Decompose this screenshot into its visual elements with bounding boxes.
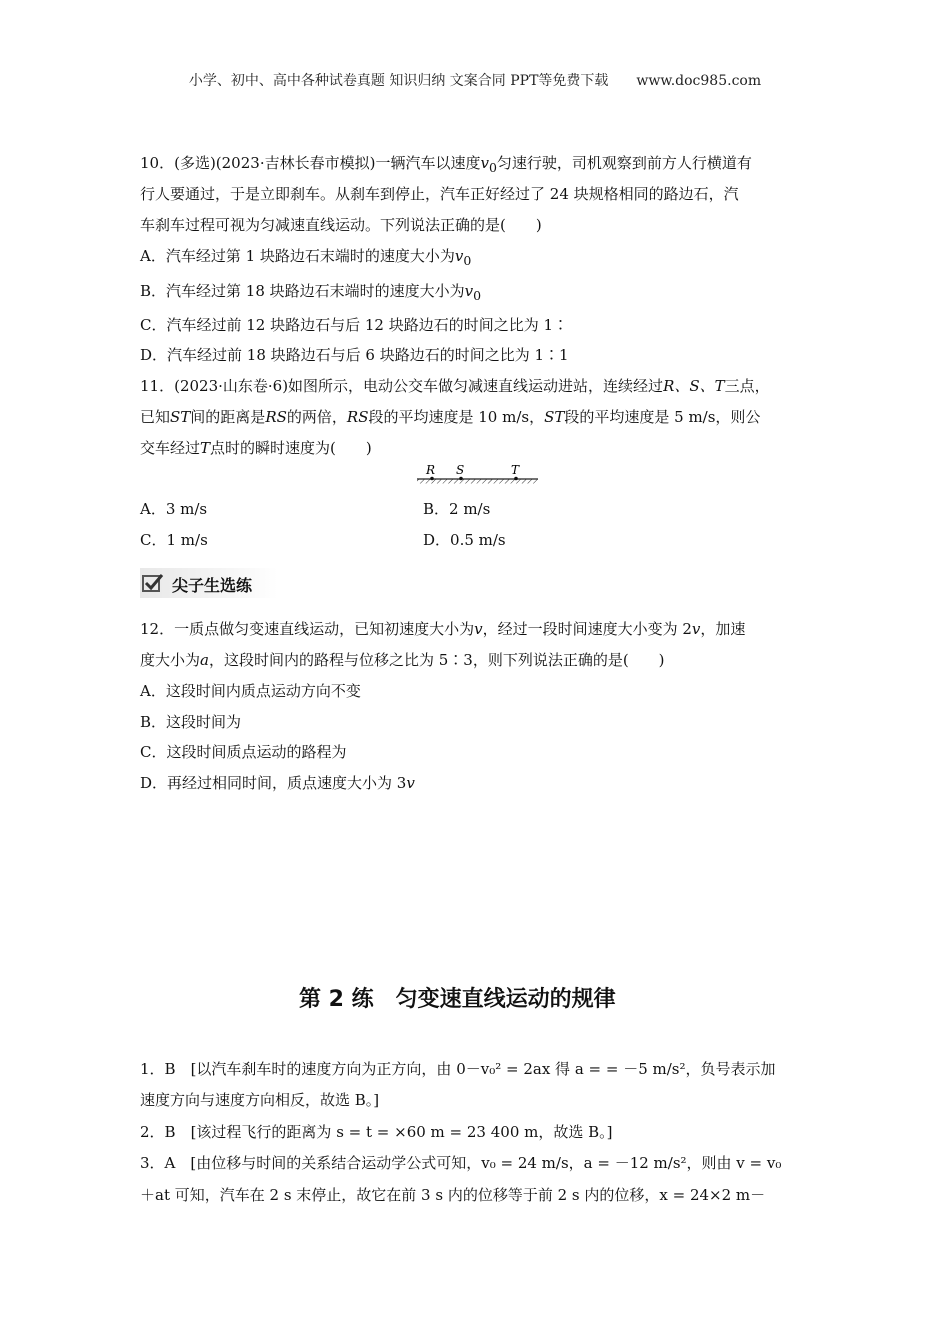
q12-l1e: ，加速	[700, 620, 746, 638]
q11-points: R、S、T	[663, 377, 725, 395]
q11-l2i: 段的平均速度是 5 m/s，则公	[564, 408, 761, 426]
q10-option-b-sub: 0	[473, 288, 482, 303]
answer-3-line-2: ＋at 可知，汽车在 2 s 末停止，故它在前 3 s 内的位移等于前 2 s 内的位移，x = 24×2 m－	[140, 1186, 766, 1204]
q11-line-3	[140, 437, 372, 458]
q12-l2a: 度大小为	[140, 651, 201, 669]
q11-option-c: C．1 m/s	[140, 531, 208, 549]
page-header	[0, 70, 950, 90]
q11-l2c: 间的距离是	[190, 408, 266, 426]
section-header	[140, 568, 278, 598]
q11-road-figure	[415, 460, 540, 486]
q10-option-a	[140, 245, 471, 268]
point-t-dot	[514, 477, 518, 481]
q10-stem-a: 10．(多选)(2023·吉林长春市模拟)一辆汽车以速度	[140, 154, 481, 172]
q11-line-1	[140, 375, 770, 396]
point-r-label: R	[426, 463, 436, 477]
q11-stem-c: 三点，	[724, 377, 770, 395]
q12-option-d	[140, 772, 415, 793]
q12-l1c: ，经过一段时间速度大小变为 2	[482, 620, 692, 638]
q12-line-2	[140, 649, 665, 670]
q11-stem-a: 11．(2023·山东卷·6)如图所示，电动公交车做匀减速直线运动进站，连续经过	[140, 377, 664, 395]
q10-option-b	[140, 280, 481, 303]
q10-line-3: 车刹车过程可视为匀减速直线运动。下列说法正确的是( )	[140, 216, 542, 234]
q12-l1a: 12．一质点做匀变速直线运动，已知初速度大小为	[140, 620, 475, 638]
answer-2: 2．B [该过程飞行的距离为 s = t = ×60 m = 23 400 m，故选 B。]	[140, 1123, 613, 1141]
q11-l2e: 的两倍，	[286, 408, 347, 426]
q10-option-c: C．汽车经过前 12 块路边石与后 12 块路边石的时间之比为 1∶	[140, 316, 569, 334]
q11-l2h: ST	[544, 408, 565, 426]
q12-optD-text: D．再经过相同时间，质点速度大小为 3	[140, 774, 407, 792]
checkmark-icon	[142, 573, 164, 593]
q12-l2c: ，这段时间内的路程与位移之比为 5∶3，则下列说法正确的是( )	[208, 651, 665, 669]
header-text: 小学、初中、高中各种试卷真题 知识归纳 文案合同 PPT等免费下载	[188, 73, 609, 89]
answer-1-line-2: 速度方向与速度方向相反，故选 B。]	[140, 1091, 380, 1109]
q10-option-a-text: A．汽车经过第 1 块路边石末端时的速度大小为	[140, 247, 455, 265]
q12-l1b: v	[474, 620, 483, 638]
q11-l3b: T	[200, 439, 211, 457]
q12-option-b: B．这段时间为	[140, 713, 242, 731]
q11-l3a: 交车经过	[140, 439, 201, 457]
q11-option-a: A．3 m/s	[140, 500, 208, 518]
q10-v0-sub: 0	[488, 160, 497, 175]
q10-option-a-sub: 0	[463, 253, 472, 268]
q10-option-a-v: v	[454, 247, 464, 265]
q12-optD-v: v	[406, 774, 415, 792]
q12-l1d: v	[691, 620, 701, 638]
q12-option-a: A．这段时间内质点运动方向不变	[140, 682, 361, 700]
q10-option-d: D．汽车经过前 18 块路边石与后 6 块路边石的时间之比为 1∶1	[140, 346, 569, 364]
q10-line-1	[140, 152, 752, 175]
answer-3-line-1: 3．A [由位移与时间的关系结合运动学公式可知，v₀ = 24 m/s，a = －12 m/s²，则由 v = v₀	[140, 1154, 782, 1172]
q11-l2f: RS	[346, 408, 369, 426]
point-t-label: T	[511, 463, 520, 477]
q10-option-b-v: v	[464, 282, 474, 300]
q11-l2g: 段的平均速度是 10 m/s，	[368, 408, 545, 426]
road-hatching	[417, 480, 538, 484]
answer-1-line-1: 1．B [以汽车刹车时的速度方向为正方向，由 0－v₀² = 2ax 得 a = = －5 m/s²，负号表示加	[140, 1060, 776, 1078]
q10-stem-b: 匀速行驶，司机观察到前方人行横道有	[496, 154, 752, 172]
q12-l2b: a	[200, 651, 209, 669]
point-s-label: S	[456, 463, 465, 477]
point-r-dot	[430, 477, 434, 481]
q10-v0: v	[480, 154, 489, 172]
answer-section-title: 第 2 练 匀变速直线运动的规律	[299, 987, 616, 1012]
q11-l2a: 已知	[140, 408, 171, 426]
q11-l3c: 点时的瞬时速度为( )	[210, 439, 372, 457]
q10-option-b-text: B．汽车经过第 18 块路边石末端时的速度大小为	[140, 282, 465, 300]
q11-option-d: D．0.5 m/s	[423, 531, 506, 549]
header-site-link[interactable]: www.doc985.com	[636, 73, 762, 89]
q11-line-2	[140, 406, 760, 427]
point-s-dot	[459, 477, 463, 481]
q11-l2d: RS	[265, 408, 287, 426]
q11-l2b: ST	[170, 408, 191, 426]
q12-option-c: C．这段时间质点运动的路程为	[140, 743, 347, 761]
q12-line-1	[140, 618, 745, 639]
q10-line-2: 行人要通过，于是立即刹车。从刹车到停止，汽车正好经过了 24 块规格相同的路边石，汽	[140, 185, 739, 203]
section-title: 尖子生选练	[172, 576, 253, 595]
q11-option-b: B．2 m/s	[423, 500, 491, 518]
